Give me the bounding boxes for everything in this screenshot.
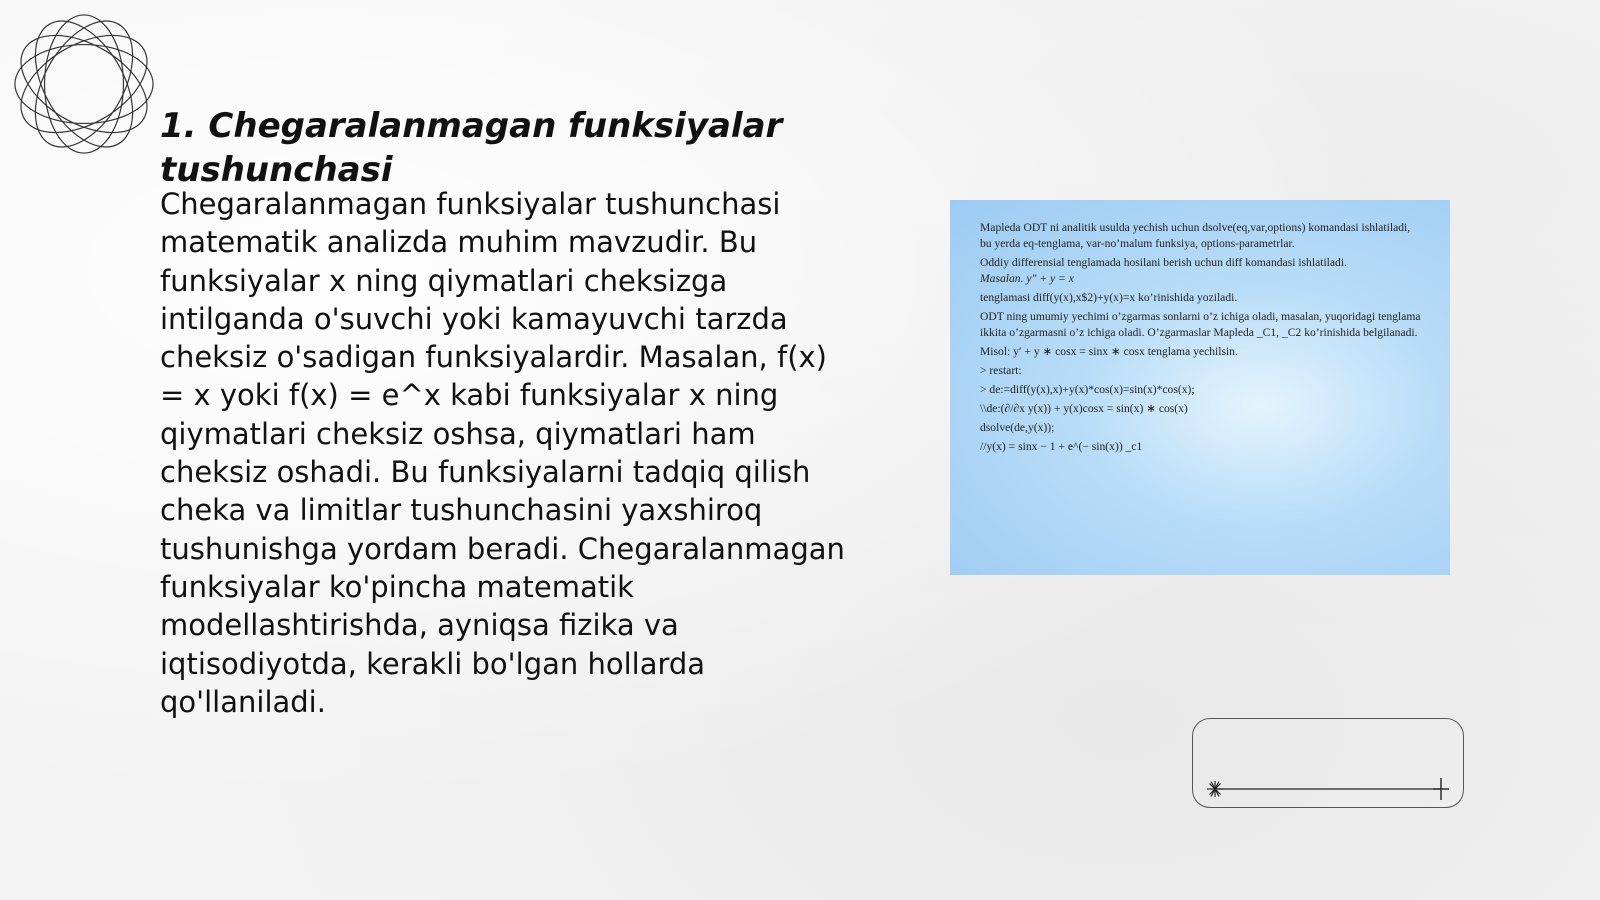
slide-body-text: Chegaralanmagan funksiyalar tushunchasi matematik analizda muhim mavzudir. Bu funksiyalar x ning qiymatlari cheksizga intilganda o'suvchi yoki kamayuvchi tarzda cheksiz o'sadigan funksiyalardir. Masalan, f(x) = x yoki f(x) = e^x kabi funksiyalar x ning qiymatlari cheksiz oshsa, qiymatlari ham cheksiz oshadi. Bu funksiyalarni tadqiq qilish cheka va limitlar tushunchasini yaxshiroq tushunishga yordam beradi. Chegaralanmagan funksiyalar ko'pincha matematik modellashtirishda, ayniqsa fizika va iqtisodiyotda, kerakli bo'lgan hollarda qo'llaniladi. [160, 187, 845, 719]
spirograph-ornament-icon [10, 10, 158, 158]
image-text-line: ODT ning umumiy yechimi o’zgarmas sonlarni o’z ichiga oladi, masalan, yuqoridagi tenglama ikkita o’zgarmasni o’z ichiga oladi. O’zgarmaslar Mapleda _C1, _C2 ko’rinishida belgilanadi. [980, 310, 1421, 339]
image-text-line: Mapleda ODT ni analitik usulda yechish uchun dsolve(eq,var,options) komandasi ishlatiladi, bu yerda eq-tenglama, var-no’malum funksiya, options-parametrlar. [980, 221, 1411, 250]
image-text-line: dsolve(de,y(x)); [980, 421, 1055, 434]
image-text-line: Masalan. y″ + y = x [980, 272, 1074, 285]
image-text-line: > restart: [980, 364, 1022, 377]
decorative-card [1192, 718, 1464, 808]
starburst-line-icon [1193, 719, 1465, 809]
image-text-line: tenglamasi diff(y(x),x$2)+y(x)=x ko’rinishida yoziladi. [980, 291, 1238, 304]
image-text-line: Misol: y′ + y ∗ cosx = sinx ∗ cosx tenglama yechilsin. [980, 345, 1238, 358]
maple-screenshot-image [950, 200, 1450, 575]
image-text-line: > de:=diff(y(x),x)+y(x)*cos(x)=sin(x)*cos(x); [980, 383, 1195, 396]
image-text-line: \\de:(∂/∂x y(x)) + y(x)cosx = sin(x) ∗ cos(x) [980, 402, 1188, 415]
image-text-line: //y(x) = sinx − 1 + e^(− sin(x)) _c1 [980, 440, 1143, 453]
image-text-line: Oddiy differensial tenglamada hosilani berish uchun diff komandasi ishlatiladi. [980, 256, 1347, 269]
slide-title: 1. Chegaralanmagan funksiyalar tushunchasi [160, 106, 783, 190]
